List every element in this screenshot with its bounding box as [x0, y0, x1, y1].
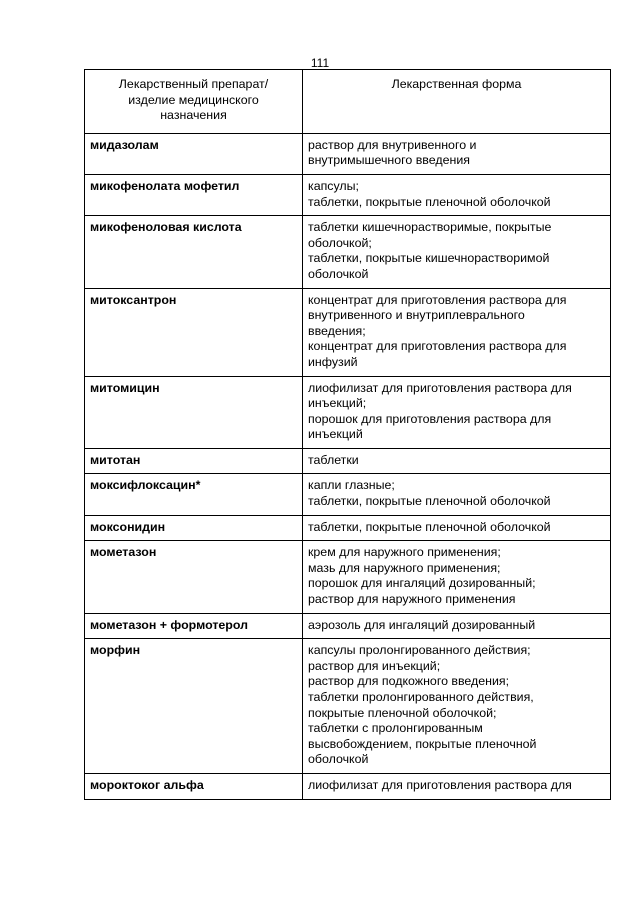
table-row — [85, 174, 611, 215]
dosage-form-line: таблетки пролонгированного действия, — [308, 690, 534, 704]
dosage-form-cell — [303, 133, 611, 174]
dosage-form-line: крем для наружного применения; — [308, 545, 501, 560]
dosage-form-cell — [303, 613, 611, 639]
dosage-form-line: оболочкой; — [308, 235, 372, 250]
dosage-form-line: лиофилизат для приготовления раствора для — [308, 380, 572, 395]
table-row — [85, 474, 611, 515]
dosage-form-cell — [303, 773, 611, 799]
drug-name-cell: моксифлоксацин* — [85, 474, 303, 515]
dosage-form-cell — [303, 474, 611, 515]
table-row — [85, 376, 611, 448]
dosage-form-line: оболочкой — [308, 266, 369, 281]
dosage-form-line: аэрозоль для ингаляций дозированный — [308, 617, 536, 632]
dosage-form-line: покрытые пленочной оболочкой; — [308, 705, 497, 720]
dosage-form-cell — [303, 288, 611, 376]
dosage-form-line: капли глазные; — [308, 478, 395, 493]
dosage-form-line: таблетки — [308, 452, 359, 467]
dosage-form-line: мазь для наружного применения; — [308, 560, 501, 575]
dosage-form-line: внутримышечного введения — [308, 153, 470, 168]
dosage-form-line: раствор для наружного применения — [308, 592, 516, 607]
drug-name-cell: мидазолам — [85, 133, 303, 174]
table-row — [85, 541, 611, 613]
dosage-form-cell — [303, 448, 611, 474]
table-row — [85, 288, 611, 376]
dosage-form-cell — [303, 541, 611, 613]
dosage-form-line: инъекций — [308, 427, 363, 442]
dosage-form-line: капсулы пролонгированного действия; — [308, 643, 531, 658]
dosage-form-line: концентрат для приготовления раствора для — [308, 339, 567, 354]
dosage-form-line: оболочкой — [308, 752, 369, 767]
dosage-form-line: внутривенного и внутриплеврального — [308, 308, 525, 323]
dosage-form-line: таблетки, покрытые пленочной оболочкой — [308, 194, 551, 209]
dosage-form-line: порошок для ингаляций дозированный; — [308, 576, 536, 591]
header-drug-name — [85, 70, 303, 134]
dosage-form-line: таблетки с пролонгированным — [308, 721, 483, 736]
page-number: 111 — [310, 56, 330, 70]
dosage-form-line: введения; — [308, 323, 366, 338]
dosage-form-line: раствор для инъекций; — [308, 658, 441, 673]
header-line: назначения — [160, 108, 227, 123]
table-row — [85, 515, 611, 541]
header-line: изделие медицинского — [128, 92, 259, 107]
dosage-form-line: концентрат для приготовления раствора для — [308, 292, 567, 307]
dosage-form-line: таблетки кишечнорастворимые, покрытые — [308, 220, 552, 235]
dosage-form-cell — [303, 216, 611, 288]
table-row — [85, 613, 611, 639]
drug-name-cell: микофенолата мофетил — [85, 174, 303, 215]
dosage-form-cell — [303, 639, 611, 774]
table-row — [85, 639, 611, 774]
drug-name-cell: митоксантрон — [85, 288, 303, 376]
dosage-form-cell — [303, 376, 611, 448]
table-row — [85, 773, 611, 799]
dosage-form-line: таблетки, покрытые кишечнорастворимой — [308, 251, 550, 266]
table-row — [85, 133, 611, 174]
table-row — [85, 448, 611, 474]
dosage-form-line: высвобождением, покрытые пленочной — [308, 736, 537, 751]
dosage-form-line: таблетки, покрытые пленочной оболочкой — [308, 519, 551, 534]
drug-name-cell: мометазон — [85, 541, 303, 613]
dosage-form-cell — [303, 515, 611, 541]
dosage-form-line: капсулы; — [308, 178, 359, 193]
drug-name-cell: митомицин — [85, 376, 303, 448]
dosage-form-line: инъекций; — [308, 396, 367, 411]
dosage-form-cell — [303, 174, 611, 215]
dosage-form-line: таблетки, покрытые пленочной оболочкой — [308, 494, 551, 509]
header-line: Лекарственная форма — [391, 77, 522, 91]
drug-name-cell: митотан — [85, 448, 303, 474]
dosage-form-line: порошок для приготовления раствора для — [308, 411, 552, 426]
drug-name-cell: мометазон + формотерол — [85, 613, 303, 639]
header-dosage-form — [303, 70, 611, 134]
drug-table — [84, 69, 611, 800]
dosage-form-line: раствор для подкожного введения; — [308, 674, 510, 689]
drug-name-cell: морфин — [85, 639, 303, 774]
drug-name-cell: моксонидин — [85, 515, 303, 541]
drug-name-cell: микофеноловая кислота — [85, 216, 303, 288]
header-line: Лекарственный препарат/ — [118, 77, 269, 91]
drug-name-cell: мороктоког альфа — [85, 773, 303, 799]
dosage-form-line: лиофилизат для приготовления раствора для — [308, 777, 572, 792]
dosage-form-line: инфузий — [308, 354, 358, 369]
dosage-form-line: раствор для внутривенного и — [308, 137, 477, 152]
table-header-row — [85, 70, 611, 134]
table-row — [85, 216, 611, 288]
